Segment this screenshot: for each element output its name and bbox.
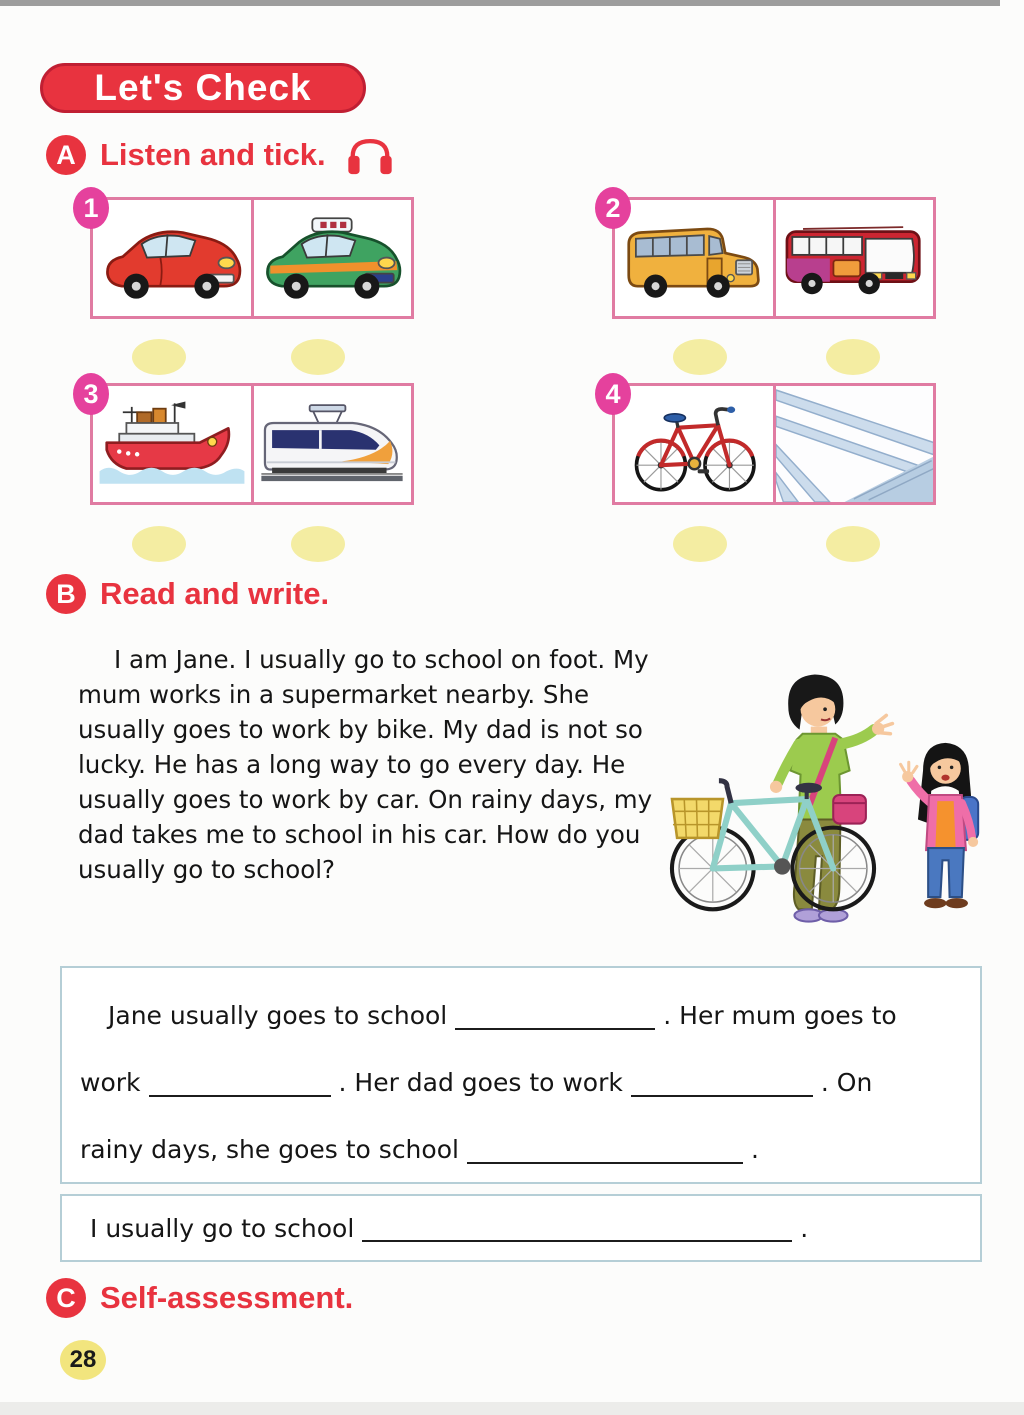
fill-line-1 — [80, 982, 960, 1049]
fill-text: . On — [820, 1068, 873, 1097]
option-ship — [93, 386, 251, 502]
train-illustration — [256, 391, 408, 497]
section-b-title: Read and write. — [100, 576, 330, 611]
option-bike — [615, 386, 773, 502]
listen-item-4 — [605, 378, 936, 505]
fill-text: . Her dad goes to work — [338, 1068, 623, 1097]
fill-blank-3[interactable] — [631, 1069, 813, 1097]
listen-item-1 — [83, 192, 414, 319]
bus-illustration — [778, 205, 930, 311]
tick-spot-4-right[interactable] — [826, 526, 880, 562]
lets-check-banner — [40, 63, 366, 113]
page-number-badge: 28 — [60, 1340, 106, 1380]
ship-illustration — [96, 391, 248, 497]
section-a-badge: A — [46, 135, 86, 175]
fill-line-2 — [80, 1049, 960, 1116]
tick-spot-2-left[interactable] — [673, 339, 727, 375]
option-zebra-crossing — [773, 386, 934, 502]
tick-spot-1-right[interactable] — [291, 339, 345, 375]
section-b-heading — [46, 574, 329, 614]
taxi-illustration — [256, 205, 408, 311]
scan-edge-bottom — [0, 1402, 1024, 1415]
fill-text: . Her mum goes to — [663, 1001, 897, 1030]
section-a-title: Listen and tick. — [100, 137, 326, 172]
fill-blank-5[interactable] — [362, 1214, 792, 1242]
banner-label: Let's Check — [94, 67, 312, 108]
mum-and-girl-drawing — [633, 648, 1011, 944]
tick-spot-3-left[interactable] — [132, 526, 186, 562]
tick-spot-2-right[interactable] — [826, 339, 880, 375]
fill-in-exercise-2 — [60, 1194, 982, 1262]
fill-text: . — [800, 1213, 809, 1243]
scan-edge-top — [0, 0, 1000, 6]
tick-spot-4-left[interactable] — [673, 526, 727, 562]
fill-text: work — [80, 1068, 141, 1097]
option-bus — [773, 200, 934, 316]
tick-spot-3-right[interactable] — [291, 526, 345, 562]
section-a-heading — [46, 132, 396, 178]
school-bus-illustration — [618, 205, 770, 311]
fill-in-exercise-1 — [60, 966, 982, 1184]
tick-spot-1-left[interactable] — [132, 339, 186, 375]
fill-blank-2[interactable] — [149, 1069, 331, 1097]
item-number-badge: 1 — [73, 187, 109, 229]
section-c-heading — [46, 1278, 353, 1318]
zebra-crossing-illustration — [776, 386, 934, 502]
mum-and-girl-illustration — [633, 648, 1011, 944]
headphones-icon — [344, 132, 396, 178]
item-number-badge: 3 — [73, 373, 109, 415]
option-taxi — [251, 200, 412, 316]
listen-item-2 — [605, 192, 936, 319]
fill-text: rainy days, she goes to school — [80, 1135, 459, 1164]
fill-text: Jane usually goes to school — [108, 1001, 448, 1030]
item-number-badge: 4 — [595, 373, 631, 415]
item-number-badge: 2 — [595, 187, 631, 229]
fill-text: . — [750, 1135, 759, 1164]
section-b-badge: B — [46, 574, 86, 614]
fill-blank-4[interactable] — [467, 1136, 743, 1164]
option-train — [251, 386, 412, 502]
option-car — [93, 200, 251, 316]
reading-passage: I am Jane. I usually go to school on foot. My mum works in a supermarket nearby. She usually goes to work by bike. My dad is not so lucky. He has a long way to go every day. He usually goes to work by car. On rainy days, my dad takes me to school in his car. How do you usually go to school? — [78, 645, 653, 884]
bike-illustration — [618, 391, 770, 497]
option-school-bus — [615, 200, 773, 316]
girl-figure — [901, 743, 979, 908]
car-illustration — [96, 205, 248, 311]
section-c-badge: C — [46, 1278, 86, 1318]
section-c-title: Self-assessment. — [100, 1280, 354, 1315]
fill-line-3 — [80, 1116, 960, 1183]
fill-blank-1[interactable] — [455, 1002, 655, 1030]
fill-text: I usually go to school — [90, 1213, 355, 1243]
listen-item-3 — [83, 378, 414, 505]
